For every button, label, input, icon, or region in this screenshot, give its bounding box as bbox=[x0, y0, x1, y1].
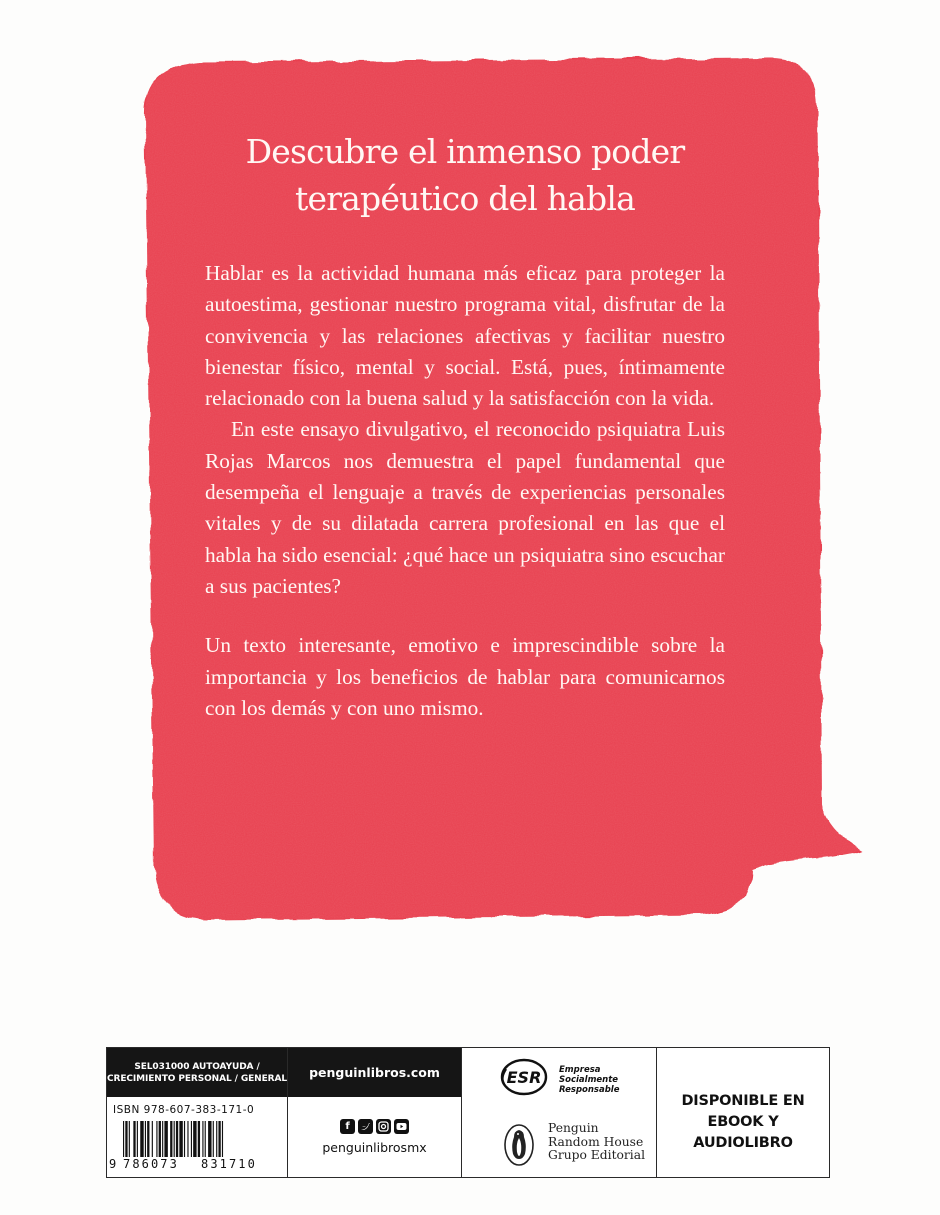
blurb-paragraph-3: Un texto interesante, emotivo e imprescindible sobre la importancia y los beneficios de hablar para comunicarnos con los demás y con uno mismo. bbox=[205, 633, 725, 720]
barcode-bar bbox=[187, 1121, 188, 1157]
penguin-logo-icon bbox=[502, 1123, 536, 1167]
esr-line-3: Responsable bbox=[559, 1085, 620, 1095]
isbn-column bbox=[107, 1048, 288, 1177]
headline-line-1: Descubre el inmenso poder bbox=[245, 132, 685, 171]
blurb-paragraph-2: En este ensayo divulgativo, el reconocido psiquiatra Luis Rojas Marcos nos demuestra el papel fundamental que desempeña el lenguaje a través de experiencias personales vitales y de su dilatada carrera profesional en las que el habla ha sido esencial: ¿qué hace un psiquiatra sino escuchar a sus pacientes? bbox=[205, 417, 725, 598]
publisher-line-2: Random House bbox=[548, 1134, 644, 1149]
barcode-digits bbox=[109, 1157, 285, 1171]
availability-line-2: EBOOK Y AUDIOLIBRO bbox=[693, 1114, 793, 1151]
barcode-bar bbox=[191, 1121, 192, 1157]
category-line-2: CRECIMIENTO PERSONAL / GENERAL bbox=[107, 1073, 287, 1084]
barcode-bar bbox=[176, 1121, 178, 1157]
barcode-bar bbox=[140, 1121, 143, 1157]
category-line-1: SEL031000 AUTOAYUDA / bbox=[134, 1061, 260, 1072]
barcode-bar bbox=[208, 1121, 211, 1157]
facebook-icon[interactable]: f bbox=[340, 1119, 355, 1134]
barcode-bar bbox=[123, 1121, 124, 1157]
esr-line-1: Empresa bbox=[559, 1065, 601, 1075]
barcode-bar bbox=[152, 1121, 153, 1157]
barcode-bar bbox=[202, 1121, 203, 1157]
social-handle[interactable]: penguinlibrosmx bbox=[322, 1140, 427, 1155]
barcode-bar bbox=[159, 1121, 161, 1157]
barcode-bar bbox=[125, 1121, 127, 1157]
headline-line-2: terapéutico del habla bbox=[295, 179, 635, 218]
esr-text bbox=[559, 1065, 619, 1095]
isbn-label: ISBN 978-607-383-171-0 bbox=[113, 1104, 255, 1116]
publisher-column bbox=[462, 1048, 657, 1177]
youtube-icon[interactable] bbox=[394, 1119, 409, 1134]
social-icons bbox=[288, 1119, 461, 1134]
barcode-bar bbox=[145, 1121, 146, 1157]
esr-logo-icon bbox=[498, 1056, 556, 1098]
esr-line-2: Socialmente bbox=[559, 1075, 619, 1085]
info-bar bbox=[106, 1047, 830, 1178]
barcode-bar bbox=[170, 1121, 172, 1157]
barcode-bar bbox=[205, 1121, 206, 1157]
blurb-paragraph-1: Hablar es la actividad humana más eficaz para proteger la autoestima, gestionar nuestro programa vital, disfrutar de la convivencia y las relaciones afectivas y facilitar nuestro bienestar físico, mental y social. Está, pues, íntimamente relacionado con la buena salud y la satisfacción con la vida. bbox=[205, 261, 725, 411]
barcode-bar bbox=[198, 1121, 200, 1157]
barcode-bar bbox=[213, 1121, 214, 1157]
barcode-bar bbox=[162, 1121, 163, 1157]
barcode-bar bbox=[193, 1121, 196, 1157]
website-link[interactable]: penguinlibros.com bbox=[288, 1048, 461, 1097]
bubble-content bbox=[205, 128, 725, 724]
instagram-icon[interactable] bbox=[376, 1119, 391, 1134]
barcode-bar bbox=[179, 1121, 182, 1157]
publisher-line-1: Penguin bbox=[548, 1121, 599, 1135]
headline bbox=[205, 128, 725, 222]
esr-mark: ESR bbox=[506, 1068, 542, 1087]
barcode-bar bbox=[174, 1121, 175, 1157]
barcode-bar bbox=[129, 1121, 130, 1157]
barcode-group-1: 786073 bbox=[123, 1157, 179, 1171]
publisher-name bbox=[548, 1122, 645, 1163]
blurb bbox=[205, 258, 725, 724]
barcode-bar bbox=[137, 1121, 138, 1157]
barcode-bar bbox=[147, 1121, 149, 1157]
barcode-bar bbox=[222, 1121, 223, 1157]
availability-column bbox=[657, 1048, 829, 1177]
availability-line-1: DISPONIBLE EN bbox=[681, 1093, 805, 1109]
availability-note bbox=[657, 1091, 829, 1154]
barcode-bar bbox=[164, 1121, 167, 1157]
barcode-lead-digit: 9 bbox=[109, 1157, 117, 1171]
category-block bbox=[107, 1048, 287, 1097]
barcode-bar bbox=[184, 1121, 185, 1157]
barcode-bar bbox=[156, 1121, 157, 1157]
barcode-bar bbox=[216, 1121, 217, 1157]
barcode-group-2: 831710 bbox=[201, 1157, 257, 1171]
barcode-icon bbox=[123, 1121, 273, 1157]
publisher-line-3: Grupo Editorial bbox=[548, 1148, 646, 1162]
twitter-icon[interactable] bbox=[358, 1119, 373, 1134]
barcode-bar bbox=[133, 1121, 135, 1157]
web-column bbox=[288, 1048, 462, 1177]
barcode-bar bbox=[218, 1121, 220, 1157]
